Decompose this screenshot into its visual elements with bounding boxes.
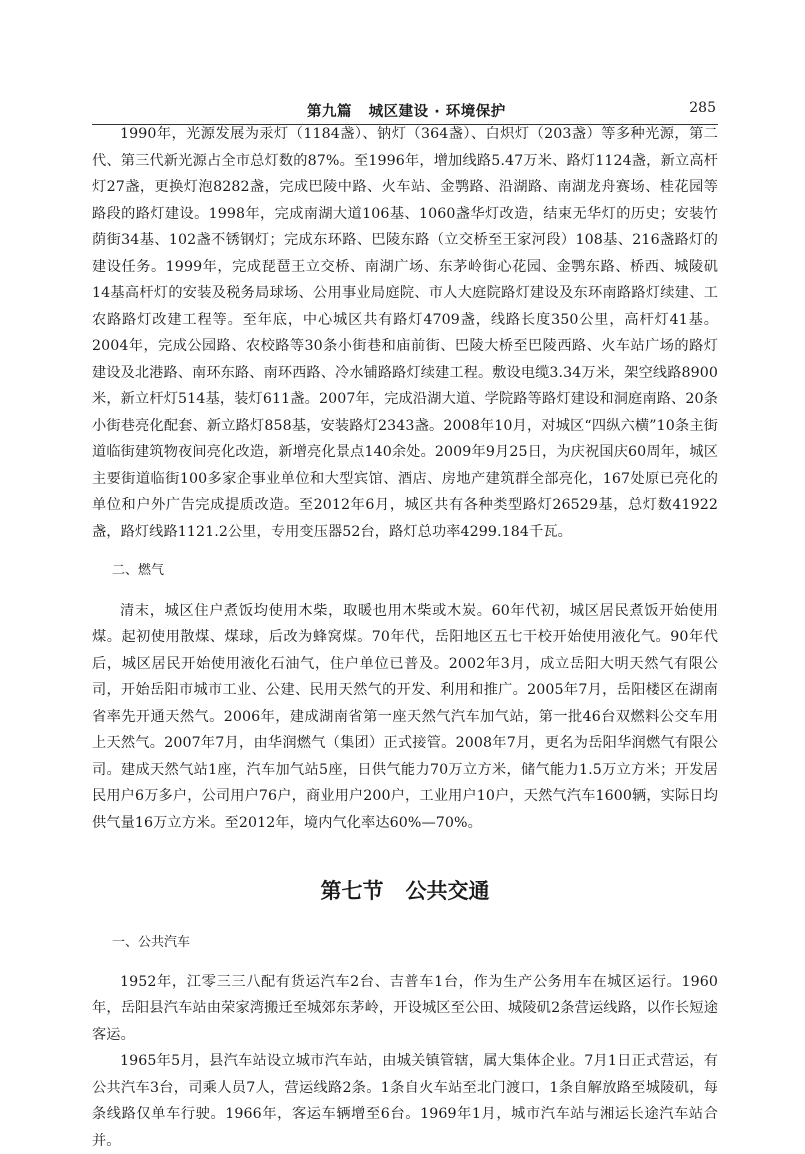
page-body	[92, 121, 718, 1154]
section-title-public-transport: 第七节 公共交通	[320, 879, 490, 903]
subsection-heading-gas: 二、燃气	[112, 563, 165, 578]
paragraph-bus-history-1: 1952年，江零三三八配有货运汽车2台、吉普车1台，作为生产公务用车在城区运行。1960年，岳阳县汽车站由荣家湾搬迁至城郊东茅岭，开设城区至公田、城陵矶2条营运线路，以作长短途客运。	[92, 973, 718, 1043]
paragraph-street-lighting: 1990年，光源发展为汞灯（1184盏）、钠灯（364盏）、白炽灯（203盏）等多种光源，第二代、第三代新光源占全市总灯数的87%。至1996年，增加线路5.47万米、路灯1124盏，新立高杆灯27盏，更换灯泡8282盏，完成巴陵中路、火车站、金鹗路、沿湖路、南湖龙舟赛场、桂花园等路段的路灯建设。1998年，完成南湖大道106基、1060盏华灯改造，结束无华灯的历史；安装竹荫街34基、102盏不锈钢灯；完成东环路、巴陵东路（立交桥至王家河段）108基、216盏路灯的建设任务。1999年，完成琵琶王立交桥、南湖广场、东茅岭街心花园、金鹗东路、桥西、城陵矶14基高杆灯的安装及税务局球场、公用事业局庭院、市人大庭院路灯建设及东环南路路灯续建、工农路路灯改建工程等。至年底，中心城区共有路灯4709盏，线路长度350公里，高杆灯41基。2004年，完成公园路、农校路等30条小街巷和庙前街、巴陵大桥至巴陵西路、火车站广场的路灯建设及北港路、南环东路、南环西路、冷水铺路路灯续建工程。敷设电缆3.34万米，架空线路8900米，新立杆灯514基，装灯611盏。2007年，完成沿湖大道、学院路等路灯建设和洞庭南路、20条小街巷亮化配套、新立路灯858基，安装路灯2343盏。2008年10月，对城区“四纵六横”10条主街道临街建筑物夜间亮化改造，新增亮化景点140余处。2009年9月25日，为庆祝国庆60周年，城区主要街道临街100多家企事业单位和大型宾馆、酒店、房地产建筑群全部亮化，167处原已亮化的单位和户外广告完成提质改造。至2012年6月，城区共有各种类型路灯26529基，总灯数41922盏，路灯线路1121.2公里，专用变压器52台，路灯总功率4299.184千瓦。	[92, 126, 718, 540]
running-header-title: 第九篇 城区建设 · 环境保护	[307, 104, 506, 120]
paragraph-bus-history-2: 1965年5月，县汽车站设立城市汽车站，由城关镇管辖，属大集体企业。7月1日正式营运，有公共汽车3台，司乘人员7人，营运线路2条。1条自火车站至北门渡口，1条自解放路至城陵矶，每条线路仅单车行驶。1966年，客运车辆增至6台。1969年1月，城市汽车站与湘运长途汽车站合并。	[92, 1053, 718, 1149]
subsection-heading-bus: 一、公共汽车	[112, 935, 191, 950]
paragraph-gas: 清末，城区住户煮饭均使用木柴，取暖也用木柴或木炭。60年代初，城区居民煮饭开始使用煤。起初使用散煤、煤球，后改为蜂窝煤。70年代，岳阳地区五七干校开始使用液化气。90年代后，城区居民开始使用液化石油气，住户单位已普及。2002年3月，成立岳阳大明天然气有限公司，开始岳阳市城市工业、公建、民用天然气的开发、利用和推广。2005年7月，岳阳楼区在湖南省率先开通天然气。2006年，建成湖南省第一座天然气汽车加气站，第一批46台双燃料公交车用上天然气。2007年7月，由华润燃气（集团）正式接管。2008年7月，更名为岳阳华润燃气有限公司。建成天然气站1座，汽车加气站5座，日供气能力70万立方米，储气能力1.5万立方米；开发居民用户6万多户，公司用户76户，商业用户200户，工业用户10户，天然气汽车1600辆，实际日均供气量16万立方米。至2012年，境内气化率达60%—70%。	[92, 602, 718, 831]
page-number: 285	[689, 100, 716, 116]
